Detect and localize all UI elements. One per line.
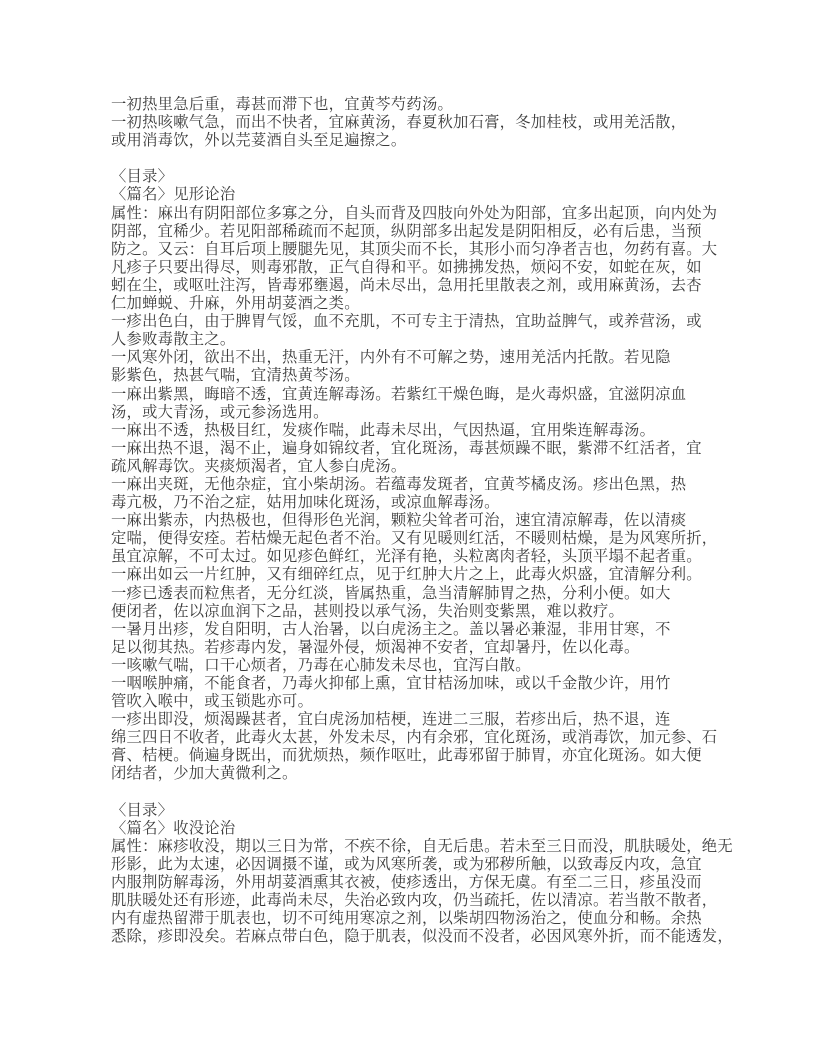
text-line: 属性：麻疹收没，期以三日为常，不疾不徐，自无后患。若未至三日而没，肌肤暖处，绝无	[111, 837, 733, 855]
text-line: 一风寒外闭，欲出不出，热重无汗，内外有不可解之势，速用羌活内托散。若见隐	[111, 349, 671, 367]
text-line: 一麻出热不退，渴不止，遍身如锦纹者，宜化斑汤，毒甚烦躁不眠，紫滞不红活者，宜	[111, 439, 702, 457]
text-line: 阴部，宜稀少。若见阳部稀疏而不起顶，纵阴部多出起发是阴阳相反，必有后患，当预	[111, 222, 702, 240]
document-text-block	[111, 96, 731, 946]
text-line: 绵三四日不收者，此毒火太甚，外发未尽，内有余邪，宜化斑汤，或消毒饮，加元参、石	[111, 729, 718, 747]
text-line: 虽宜凉解，不可太过。如见疹色鲜红，光泽有艳，头粒离肉者轻，头顶平塌不起者重。	[111, 548, 702, 566]
text-line: 一暑月出疹，发自阳明，古人治暑，以白虎汤主之。盖以暑必兼湿，非用甘寒，不	[111, 620, 671, 638]
text-line	[111, 150, 731, 168]
text-line: 〈篇名〉见形论治	[111, 186, 236, 204]
text-line: 足以彻其热。若疹毒内发，暑湿外侵，烦渴神不安者，宜却暑丹，佐以化毒。	[111, 638, 640, 656]
text-line: 一麻出紫黑，晦暗不透，宜黄连解毒汤。若紫红干燥色晦，是火毒炽盛，宜滋阴凉血	[111, 385, 687, 403]
text-line: 管吹入喉中，或玉锁匙亦可。	[111, 693, 314, 711]
text-line: 膏、桔梗。倘遍身既出，而犹烦热，频作呕吐，此毒邪留于肺胃，亦宜化斑汤。如大便	[111, 747, 702, 765]
text-line: 一疹已透表而粒焦者，无分红淡，皆属热重，急当清解肺胃之热，分利小便。如大	[111, 584, 671, 602]
text-line: 属性：麻出有阴阳部位多寡之分，自头而背及四肢向外处为阳部，宜多出起顶，向内处为	[111, 204, 718, 222]
text-line: 蚓在尘，或呕吐注泻，皆毒邪壅遏，尚未尽出，急用托里散表之剂，或用麻黄汤，去杏	[111, 276, 702, 294]
text-line: 一麻出不透，热极目红，发痰作喘，此毒未尽出，气因热逼，宜用柴连解毒汤。	[111, 421, 656, 439]
text-line: 形影，此为太速，必因调摄不谨，或为风寒所袭，或为邪秽所触，以致毒反内攻，急宜	[111, 855, 702, 873]
text-line: 内有虚热留滞于肌表也，切不可纯用寒凉之剂，以柴胡四物汤治之，使血分和畅。余热	[111, 910, 702, 928]
text-line: 毒亢极，乃不治之症，姑用加味化斑汤，或凉血解毒汤。	[111, 494, 500, 512]
text-line: 一麻出夹斑，无他杂症，宜小柴胡汤。若蕴毒发斑者，宜黄芩橘皮汤。疹出色黑，热	[111, 475, 687, 493]
text-line: 或用消毒饮，外以芫荽酒自头至足遍擦之。	[111, 132, 407, 150]
text-line: 一疹出即没，烦渴躁甚者，宜白虎汤加桔梗，连进二三服，若疹出后，热不退，连	[111, 711, 671, 729]
text-line: 闭结者，少加大黄微利之。	[111, 765, 298, 783]
text-line: 内服荆防解毒汤，外用胡荽酒熏其衣被，使疹透出，方保无虞。有至二三日，疹虽没而	[111, 874, 702, 892]
text-line: 一初热咳嗽气急，而出不快者，宜麻黄汤，春夏秋加石膏，冬加桂枝，或用羌活散，	[111, 114, 687, 132]
text-line: 一初热里急后重，毒甚而滞下也，宜黄芩芍药汤。	[111, 96, 454, 113]
text-line: 肌肤暖处还有形迹，此毒尚未尽，失治必致内攻，仍当疏托，佐以清凉。若当散不散者，	[111, 892, 718, 910]
text-line: 汤，或大青汤，或元参汤选用。	[111, 403, 329, 421]
text-line: 仁加蝉蜕、升麻，外用胡荽酒之类。	[111, 295, 360, 313]
text-line: 〈目录〉	[111, 801, 174, 819]
text-line: 一麻出紫赤，内热极也，但得形色光润，颗粒尖耸者可治，速宜清凉解毒，佐以清痰	[111, 512, 687, 530]
text-line: 凡疹子只要出得尽，则毒邪散，正气自得和平。如拂拂发热，烦闷不安，如蛇在灰，如	[111, 258, 702, 276]
text-line: 定喘，便得安痊。若枯燥无起色者不治。又有见暖则红活，不暖则枯燥，是为风寒所折，	[111, 530, 718, 548]
text-line: 疏风解毒饮。夹痰烦渴者，宜人参白虎汤。	[111, 457, 407, 475]
text-line: 一麻出如云一片红肿，又有细碎红点，见于红肿大片之上，此毒火炽盛，宜清解分利。	[111, 566, 702, 584]
text-line: 悉除，疹即没矣。若麻点带白色，隐于肌表，似没而不没者，必因风寒外折，而不能透发，	[111, 928, 733, 946]
text-line: 人参败毒散主之。	[111, 331, 236, 349]
text-line	[111, 784, 731, 802]
text-line: 一疹出色白，由于脾胃气馁，血不充肌，不可专主于清热，宜助益脾气，或养营汤，或	[111, 313, 702, 331]
text-line: 一咽喉肿痛，不能食者，乃毒火抑郁上熏，宜甘桔汤加味，或以千金散少许，用竹	[111, 675, 671, 692]
text-line: 一咳嗽气喘，口干心烦者，乃毒在心肺发未尽也，宜泻白散。	[111, 656, 531, 674]
text-line: 〈篇名〉收没论治	[111, 819, 236, 837]
text-line: 防之。又云：自耳后项上腰腿先见，其顶尖而不长，其形小而匀净者吉也，勿药有喜。大	[111, 240, 718, 258]
text-line: 便闭者，佐以凉血润下之品，甚则投以承气汤，失治则变紫黑，难以救疗。	[111, 602, 625, 620]
text-line: 〈目录〉	[111, 168, 174, 186]
text-line: 影紫色，热甚气喘，宜清热黄芩汤。	[111, 367, 360, 385]
